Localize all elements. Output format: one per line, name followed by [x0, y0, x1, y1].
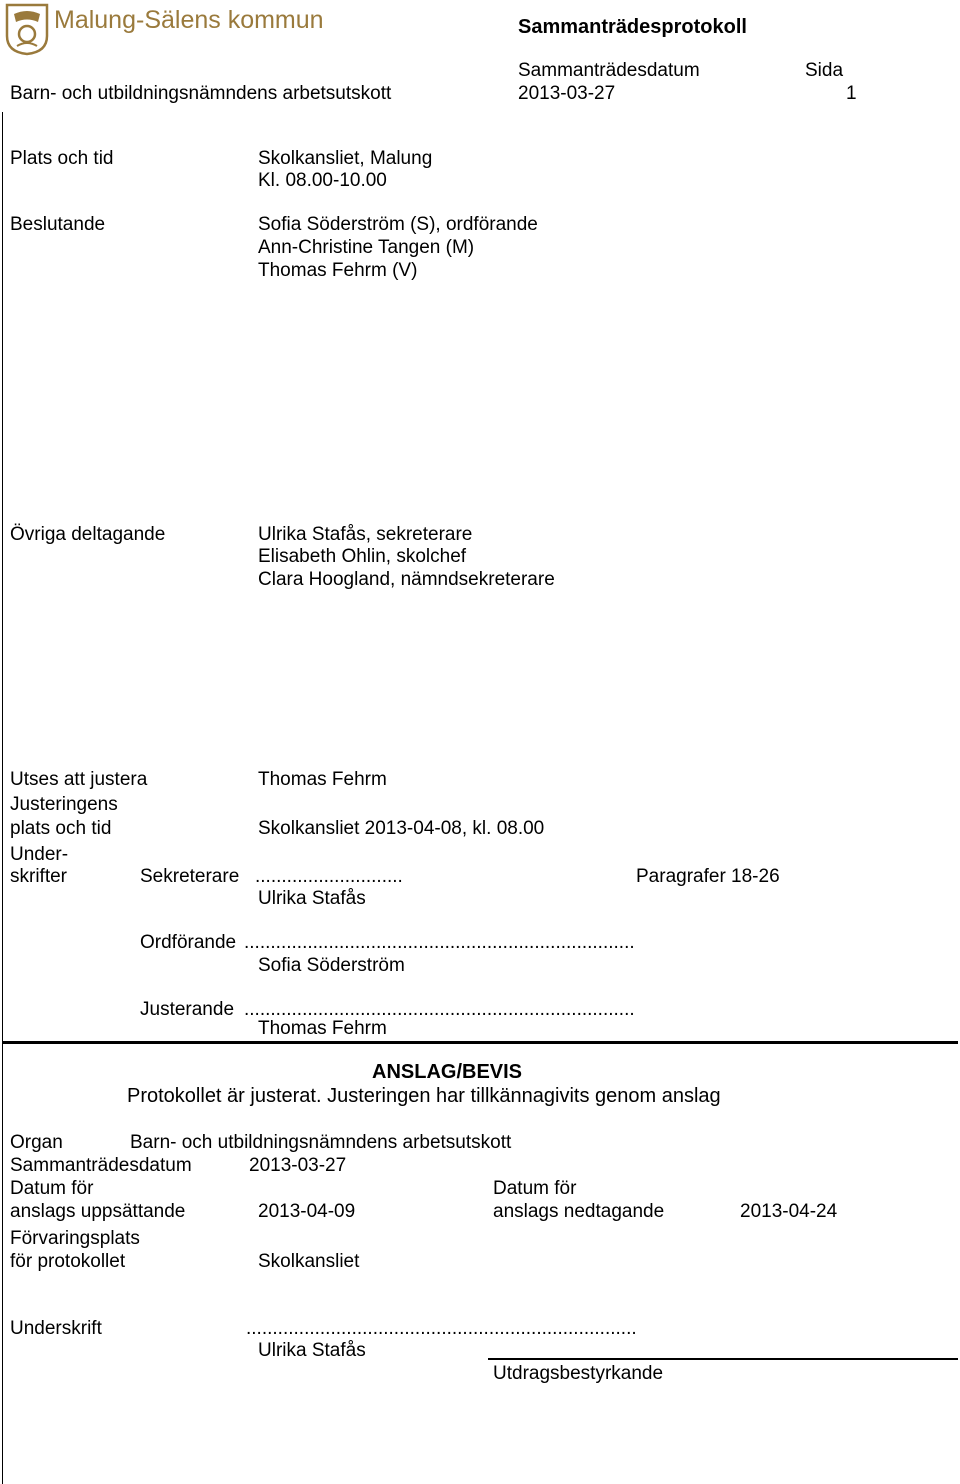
signature-name: Ulrika Stafås [258, 1340, 366, 1361]
organ-value: Barn- och utbildningsnämndens arbetsutskott [130, 1132, 512, 1153]
notice-title: ANSLAG/BEVIS [372, 1061, 523, 1083]
place-label: Plats och tid [10, 148, 114, 169]
adjust-place-label-line2: plats och tid [10, 818, 112, 839]
secretary-signature-line: ............................ [255, 866, 403, 887]
adjuster-name: Thomas Fehrm [258, 1018, 387, 1039]
signatures-label-line2: skrifter [10, 866, 67, 887]
posting-date-label-line1: Datum för [10, 1178, 94, 1199]
other-participant: Elisabeth Ohlin, skolchef [258, 546, 467, 567]
other-participant: Clara Hoogland, nämndsekreterare [258, 569, 555, 590]
adjust-place-label-line1: Justeringens [10, 794, 118, 815]
notice-date-label: Sammanträdesdatum [10, 1155, 192, 1176]
municipality-logo-icon [4, 2, 50, 56]
notice-date-value: 2013-03-27 [249, 1155, 347, 1176]
meeting-date-label: Sammanträdesdatum [518, 60, 700, 81]
deciding-label: Beslutande [10, 214, 106, 235]
posting-date-label-line2: anslags uppsättande [10, 1201, 186, 1222]
signatures-label-line1: Under- [10, 844, 69, 865]
certification-line [488, 1358, 958, 1360]
adjuster-appointed-label: Utses att justera [10, 769, 148, 790]
deciding-member: Sofia Söderström (S), ordförande [258, 214, 538, 235]
time-value: Kl. 08.00-10.00 [258, 170, 387, 191]
adjust-place-value: Skolkansliet 2013-04-08, kl. 08.00 [258, 818, 545, 839]
storage-label-line2: för protokollet [10, 1251, 126, 1272]
committee-name: Barn- och utbildningsnämndens arbetsutskott [10, 83, 392, 104]
chair-signature-line: .......................................................................... [244, 932, 635, 953]
place-value: Skolkansliet, Malung [258, 148, 433, 169]
signature-label: Underskrift [10, 1318, 102, 1339]
removal-date-label-line2: anslags nedtagande [493, 1201, 665, 1222]
deciding-member: Ann-Christine Tangen (M) [258, 237, 475, 258]
others-label: Övriga deltagande [10, 524, 166, 545]
adjuster-appointed-value: Thomas Fehrm [258, 769, 387, 790]
left-border-line [2, 112, 3, 1484]
certified-label: Utdragsbestyrkande [493, 1363, 664, 1384]
secretary-name: Ulrika Stafås [258, 888, 366, 909]
removal-date-value: 2013-04-24 [740, 1201, 838, 1222]
secretary-label: Sekreterare [140, 866, 240, 887]
organ-label: Organ [10, 1132, 63, 1153]
posting-date-value: 2013-04-09 [258, 1201, 356, 1222]
chair-name: Sofia Söderström [258, 955, 405, 976]
page-number: 1 [846, 83, 857, 104]
meeting-date-value: 2013-03-27 [518, 83, 616, 104]
deciding-member: Thomas Fehrm (V) [258, 260, 418, 281]
document-type: Sammanträdesprotokoll [518, 16, 747, 38]
signature-line: .......................................................................... [246, 1318, 637, 1339]
paragraphs: Paragrafer 18-26 [636, 866, 780, 887]
other-participant: Ulrika Stafås, sekreterare [258, 524, 473, 545]
storage-label-line1: Förvaringsplats [10, 1228, 140, 1249]
notice-statement: Protokollet är justerat. Justeringen har tillkännagivits genom anslag [127, 1085, 721, 1107]
removal-date-label-line1: Datum för [493, 1178, 577, 1199]
adjuster-signature-line: .......................................................................... [244, 999, 635, 1020]
municipality-name: Malung-Sälens kommun [54, 6, 324, 34]
page-label: Sida [805, 60, 844, 81]
adjuster-label: Justerande [140, 999, 235, 1020]
chair-label: Ordförande [140, 932, 237, 953]
section-divider [2, 1041, 958, 1044]
storage-value: Skolkansliet [258, 1251, 360, 1272]
